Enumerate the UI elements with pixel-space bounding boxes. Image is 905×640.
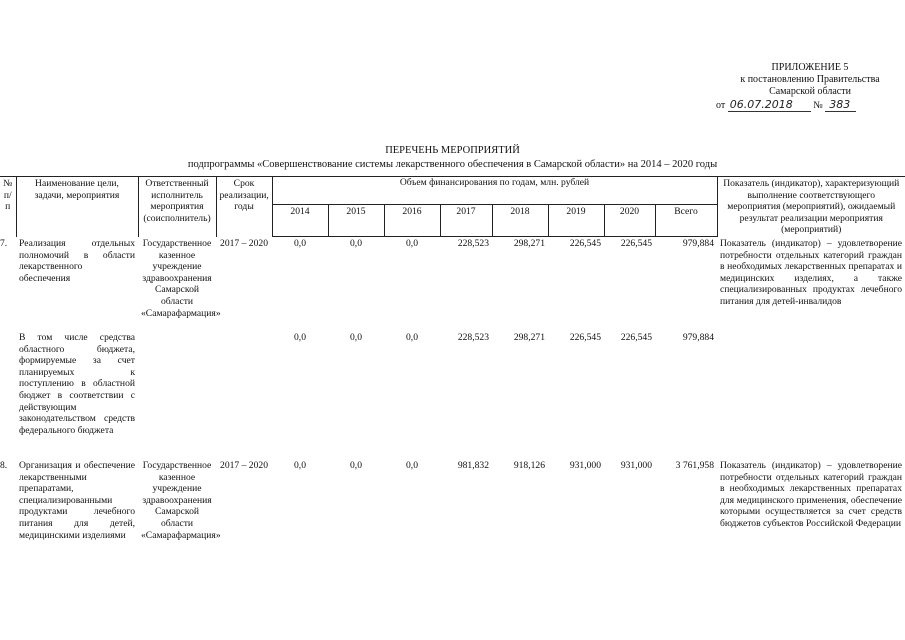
row-period: 2017 – 2020: [220, 237, 268, 249]
header-total: Всего: [655, 205, 717, 237]
row-value-total: 979,884: [682, 331, 714, 343]
header-year-2019: 2019: [548, 205, 604, 237]
header-no: № п/п: [0, 177, 16, 237]
appendix-line2: Самарской области: [769, 86, 851, 97]
number-prefix: №: [813, 100, 823, 111]
header-year-2016: 2016: [384, 205, 440, 237]
header-year-2014: 2014: [272, 205, 328, 237]
row-no: 8.: [0, 459, 8, 471]
row-name: В том числе средства областного бюджета, формируемые за счет планируемых к поступлению в областной бюджет в соответствии с действующим законодательством средств федерального бюджета: [19, 331, 135, 436]
row-value-2018: 298,271: [513, 238, 545, 250]
row-name: Организация и обеспечение лекарственными препаратами, специализированными продуктами лечебного питания для детей, медицинскими изделиями: [19, 459, 135, 541]
row-executor: [138, 331, 216, 459]
row-value-2019: 931,000: [569, 459, 601, 471]
header-name: Наименование цели, задачи, мероприятия: [16, 177, 138, 237]
row-no: [0, 331, 16, 459]
table-row: [0, 237, 905, 331]
document-title: ПЕРЕЧЕНЬ МЕРОПРИЯТИЙ: [385, 145, 520, 156]
row-value-2020: 226,545: [620, 238, 652, 250]
row-executor: Государственное казенное учреждение здравоохранения Самарской области «Самарафармация»: [141, 459, 221, 541]
row-value-2020: 931,000: [620, 459, 652, 471]
number-value: 383: [825, 98, 856, 112]
row-value-2017: 228,523: [457, 238, 489, 250]
row-value-2014: 0,0: [294, 238, 306, 250]
row-value-2019: 226,545: [569, 238, 601, 250]
row-value-total: 3 761,958: [675, 459, 714, 471]
appendix-line1: к постановлению Правительства: [740, 74, 880, 85]
table-row: [0, 331, 905, 459]
row-value-2020: 226,545: [620, 331, 652, 343]
row-value-2018: 298,271: [513, 331, 545, 343]
table-row: [0, 459, 905, 542]
appendix-block: [720, 62, 900, 98]
header-year-2017: 2017: [440, 205, 492, 237]
row-period: 2017 – 2020: [220, 459, 268, 471]
row-value-2015: 0,0: [350, 459, 362, 471]
row-executor: Государственное казенное учреждение здравоохранения Самарской области «Самарафармация»: [141, 237, 221, 319]
row-value-2015: 0,0: [350, 331, 362, 343]
row-value-2018: 918,126: [513, 459, 545, 471]
row-value-2014: 0,0: [294, 331, 306, 343]
row-period: [216, 331, 272, 459]
row-value-2016: 0,0: [406, 331, 418, 343]
document-heading: [100, 144, 805, 172]
header-year-2020: 2020: [604, 205, 655, 237]
appendix-title: ПРИЛОЖЕНИЕ 5: [771, 62, 849, 73]
row-name: Реализация отдельных полномочий в области лекарственного обеспечения: [19, 237, 135, 284]
header-executor: Ответственный исполнитель мероприятия (соисполнитель): [138, 177, 216, 237]
row-value-2019: 226,545: [569, 331, 601, 343]
header-year-2018: 2018: [492, 205, 548, 237]
measures-table: [0, 176, 905, 542]
appendix-date-line: [716, 98, 896, 111]
row-value-2017: 228,523: [457, 331, 489, 343]
document-subtitle: подпрограммы «Совершенствование системы лекарственного обеспечения в Самарской области» на 2014 – 2020 годы: [187, 159, 718, 170]
row-indicator: Показатель (индикатор) – удовлетворение потребности отдельных категорий граждан в необходимых лекарственных препаратах для медицинского применения, обеспечение которыми осуществляется за счет средств бюджетов субъектов Российской Федерации: [720, 459, 902, 529]
row-value-2015: 0,0: [350, 238, 362, 250]
date-prefix: от: [716, 100, 726, 111]
row-value-total: 979,884: [682, 238, 714, 250]
row-value-2016: 0,0: [406, 238, 418, 250]
header-funding-group: Объем финансирования по годам, млн. рублей: [272, 177, 717, 205]
row-value-2016: 0,0: [406, 459, 418, 471]
header-year-2015: 2015: [328, 205, 384, 237]
row-value-2017: 981,832: [457, 459, 489, 471]
date-value: 06.07.2018: [728, 98, 811, 112]
header-period: Срок реализации, годы: [216, 177, 272, 237]
row-indicator: Показатель (индикатор) – удовлетворение потребности отдельных категорий граждан в необходимых лекарственных препаратах и медицинских изделиях, а также специализированных продуктах лечебного питания для детей-инвалидов: [720, 237, 902, 307]
row-value-2014: 0,0: [294, 459, 306, 471]
row-no: 7.: [0, 237, 8, 249]
header-indicator: Показатель (индикатор), характеризующий выполнение соответствующего мероприятия (мероприятий), ожидаемый результат реализации мероприятия (мероприятий): [717, 177, 905, 237]
row-indicator: [717, 331, 905, 459]
